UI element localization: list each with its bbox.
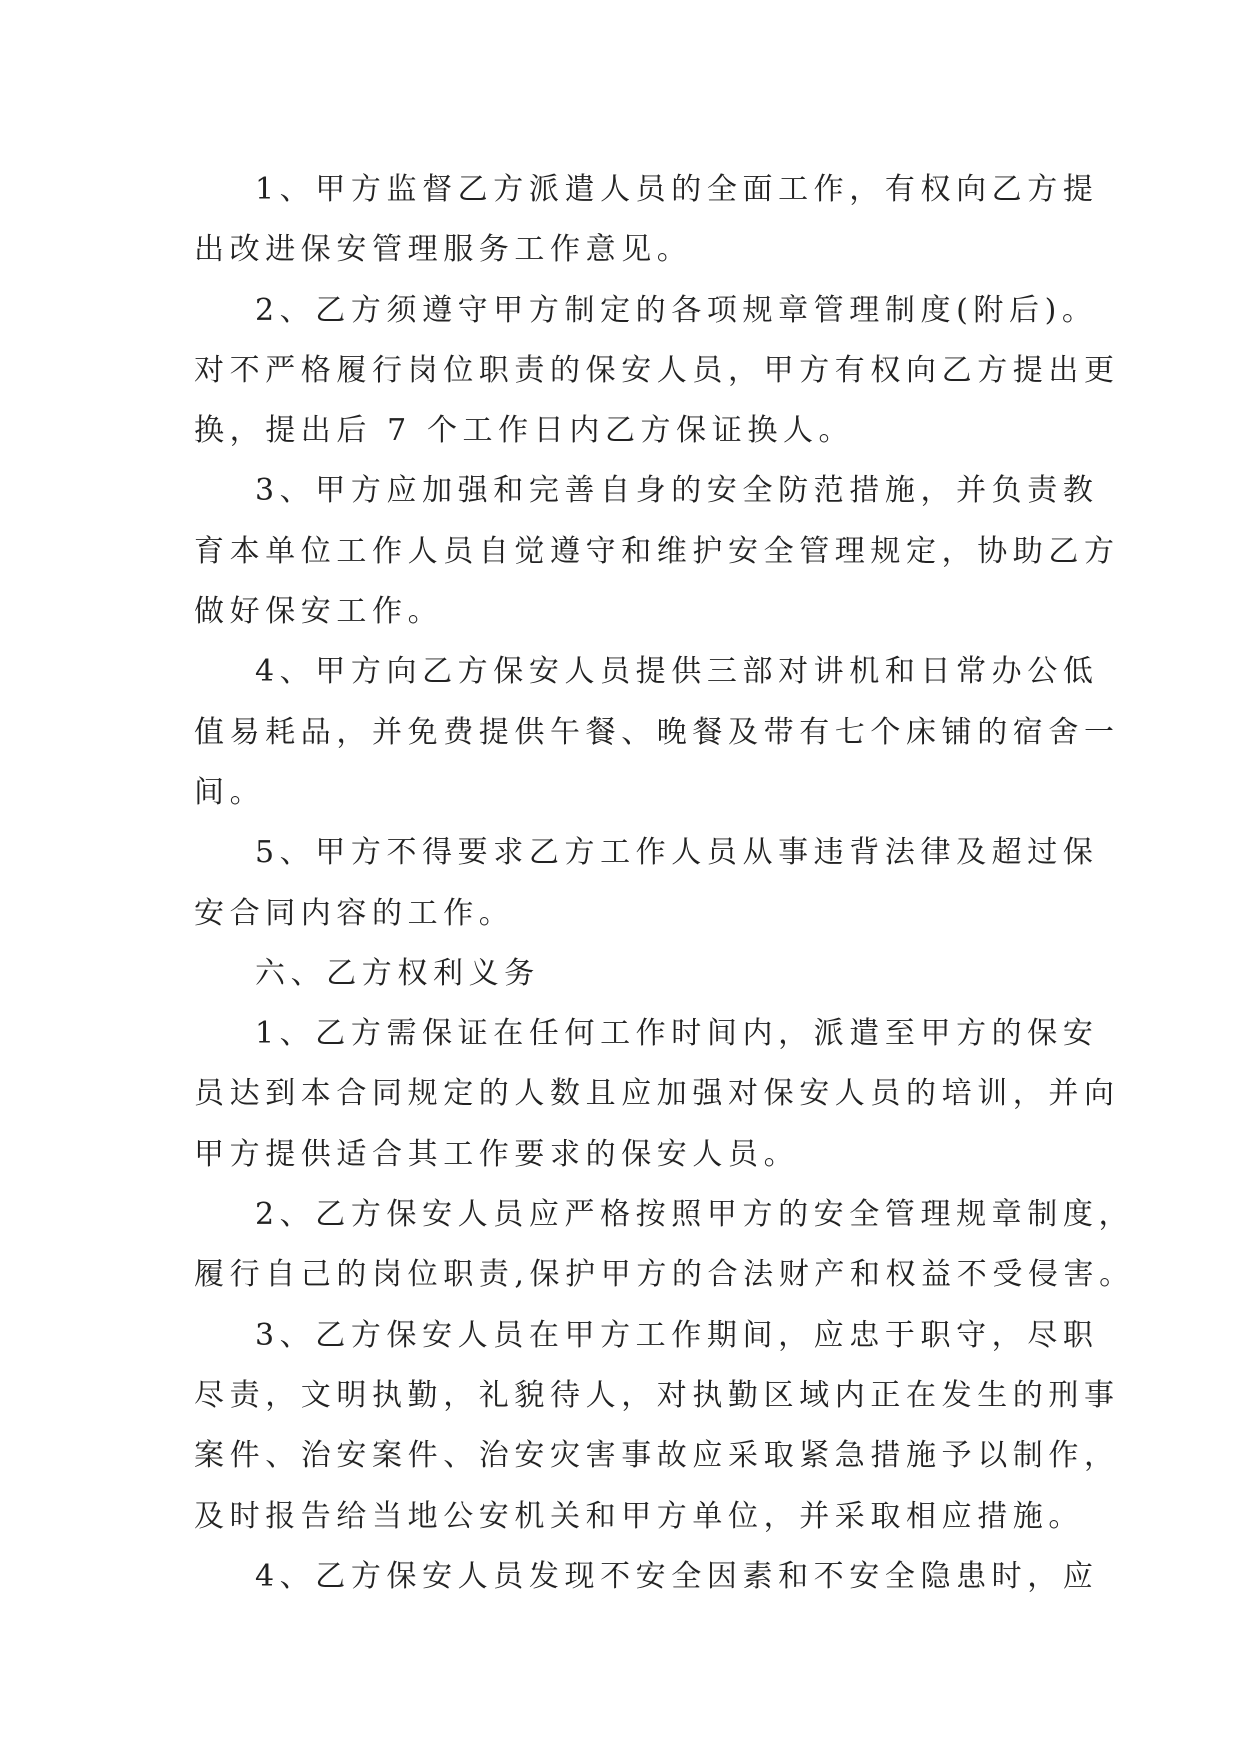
text-line: 5、甲方不得要求乙方工作人员从事违背法律及超过保 [255, 835, 1099, 871]
text-line: 做好保安工作。 [194, 594, 444, 630]
text-line: 案件、治安案件、治安灾害事故应采取紧急措施予以制作， [194, 1438, 1120, 1474]
document-body [194, 160, 1135, 1607]
text-line: 员达到本合同规定的人数且应加强对保安人员的培训，并向 [194, 1076, 1120, 1112]
text-line: 值易耗品，并免费提供午餐、晚餐及带有七个床铺的宿舍一 [194, 714, 1120, 750]
text-line: 3、甲方应加强和完善自身的安全防范措施，并负责教 [255, 473, 1099, 509]
text-line: 育本单位工作人员自觉遵守和维护安全管理规定，协助乙方 [194, 533, 1120, 569]
text-line: 对不严格履行岗位职责的保安人员，甲方有权向乙方提出更 [194, 352, 1120, 388]
text-line: 换，提出后 7 个工作日内乙方保证换人。 [194, 413, 855, 449]
text-line: 3、乙方保安人员在甲方工作期间，应忠于职守，尽职 [255, 1317, 1099, 1353]
text-line: 出改进保安管理服务工作意见。 [194, 232, 693, 268]
text-line: 1、甲方监督乙方派遣人员的全面工作，有权向乙方提 [255, 172, 1099, 207]
text-line: 尽责，文明执勤，礼貌待人，对执勤区域内正在发生的刑事 [194, 1377, 1120, 1413]
text-line: 2、乙方须遵守甲方制定的各项规章管理制度(附后)。 [255, 292, 1098, 328]
text-line: 间。 [194, 774, 266, 810]
text-line: 甲方提供适合其工作要求的保安人员。 [194, 1136, 800, 1172]
text-line: 2、乙方保安人员应严格按照甲方的安全管理规章制度， [255, 1197, 1135, 1233]
text-line: 履行自己的岗位职责,保护甲方的合法财产和权益不受侵害。 [194, 1257, 1135, 1293]
text-line: 1、乙方需保证在任何工作时间内，派遣至甲方的保安 [255, 1016, 1099, 1052]
text-line: 及时报告给当地公安机关和甲方单位，并采取相应措施。 [194, 1498, 1084, 1534]
section-heading: 六、乙方权利义务 [255, 955, 540, 991]
text-line: 4、乙方保安人员发现不安全因素和不安全隐患时，应 [255, 1558, 1099, 1594]
text-line: 安合同内容的工作。 [194, 895, 515, 931]
text-line: 4、甲方向乙方保安人员提供三部对讲机和日常办公低 [255, 654, 1099, 690]
